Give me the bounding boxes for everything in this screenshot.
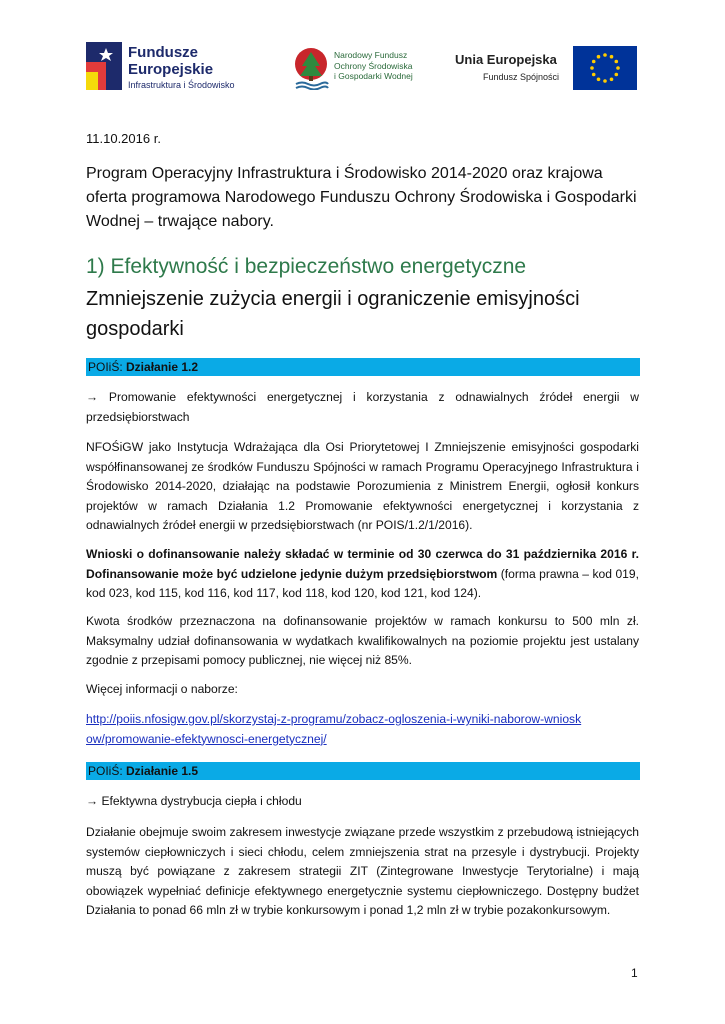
ue-logo-line1: Unia Europejska	[455, 52, 557, 67]
action-1-2-para2-rest: (forma prawna – kod 019, kod 023, kod 115, kod 116, kod 117, kod 118, kod 120, kod 121, kod 124).	[86, 566, 639, 600]
nabor-link[interactable]: http://poiis.nfosigw.gov.pl/skorzystaj-z-programu/zobacz-ogloszenia-i-wyniki-naborow-wnioskow/promowanie-efektywnosci-energetycznej/	[86, 712, 582, 746]
unia-europejska-logo	[455, 46, 637, 94]
ue-logo-line2: Fundusz Spójności	[483, 72, 560, 82]
tree-emblem-icon	[292, 46, 330, 90]
more-info-label: Więcej informacji o naborze:	[86, 682, 238, 696]
intro-paragraph: Program Operacyjny Infrastruktura i Środowisko 2014-2020 oraz krajowa oferta programowa Narodowego Funduszu Ochrony Środowiska i Gospodarki Wodnej – trwające nabory.	[86, 165, 637, 230]
action-1-5-arrow-line: → Efektywna dystrybucja ciepła i chłodu	[86, 794, 302, 808]
fe-flag-icon	[86, 42, 122, 90]
section-title: 1) Efektywność i bezpieczeństwo energetyczne	[86, 255, 527, 278]
action-1-2-bar-prefix: POIiŚ:	[88, 360, 127, 374]
nf-logo-line2: Ochrony Środowiska	[334, 60, 413, 71]
document-date: 11.10.2016 r.	[86, 131, 161, 146]
nabor-link-wrapper	[86, 710, 586, 749]
fe-logo-line1: Fundusze	[128, 44, 198, 61]
eu-flag-icon	[573, 46, 637, 90]
action-1-5-bar	[86, 762, 640, 780]
action-1-2-para2-bold: Wnioski o dofinansowanie należy składać w terminie od 30 czerwca do 31 października 2016 r. Dofinansowanie może być udzielone jedynie dużym przedsiębiorstwom	[86, 547, 639, 581]
action-1-2-bar-label: Działanie 1.2	[126, 360, 199, 374]
fundusze-europejskie-logo	[86, 42, 276, 94]
action-1-2-para3: Kwota środków przeznaczona na dofinansowanie projektów w ramach konkursu to 500 mln zł. Maksymalny udział dofinansowania w wydatkach kwalifikowalnych na poziomie projektu jest ustalany zgodnie z przepisami pomocy publicznej, nie więcej niż 85%.	[86, 614, 639, 667]
action-1-2-arrow-line: → Promowanie efektywności energetycznej i korzystania z odnawialnych źródeł energii w przedsiębiorstwach	[86, 390, 639, 424]
page-number: 1	[631, 966, 638, 980]
nf-logo-line1: Narodowy Fundusz	[334, 50, 408, 60]
action-1-5-bar-prefix: POIiŚ:	[88, 764, 127, 778]
nf-logo-text	[334, 50, 413, 82]
action-1-2-bar	[86, 358, 640, 376]
action-1-2-para2	[86, 545, 639, 604]
action-1-2-para1: NFOŚiGW jako Instytucja Wdrażająca dla Osi Priorytetowej I Zmniejszenie emisyjności gospodarki współfinansowanej ze środków Funduszu Spójności w ramach Programu Operacyjnego Infrastruktura i Środowisko 2014-2020, działając na podstawie Porozumienia z Ministrem Energii, ogłosił konkurs projektów w ramach Działania 1.2 Promowanie efektywności energetycznej i korzystania z odnawialnych źródeł energii w przedsiębiorstwach (nr POIS/1.2/1/2016).	[86, 440, 639, 532]
fe-logo-line3: Infrastruktura i Środowisko	[128, 80, 235, 90]
fe-logo-line2: Europejskie	[128, 61, 214, 78]
action-1-5-para1: Działanie obejmuje swoim zakresem inwestycje związane przede wszystkim z przebudową istniejących systemów ciepłowniczych i sieci chłodu, celem zmniejszenia strat na przesyle i dystrybucji. Projekty muszą być powiązane z zakresem strategii ZIT (Zintegrowane Inwestycje Terytorialne) i mają obowiązek wypełniać definicje efektywnego energetycznie systemu ciepłowniczego. Dostępny budżet Działania to ponad 66 mln zł w trybie konkursowym i ponad 1,2 mln zł w trybie pozakonkursowym.	[86, 825, 639, 917]
nf-logo-line3: i Gospodarki Wodnej	[334, 71, 413, 81]
section-subtitle: Zmniejszenie zużycia energii i ograniczenie emisyjności gospodarki	[86, 288, 580, 340]
action-1-5-bar-label: Działanie 1.5	[126, 764, 199, 778]
nfosigw-logo	[292, 44, 422, 94]
